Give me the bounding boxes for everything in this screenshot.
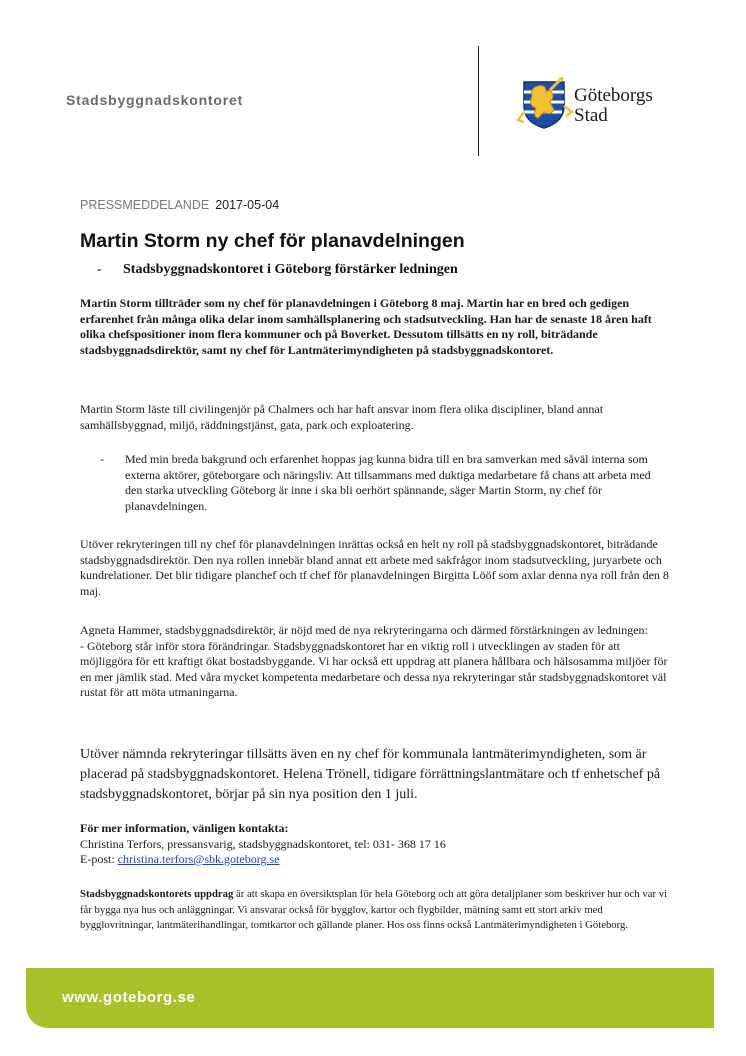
director-paragraph — [80, 623, 670, 701]
about-body: är att skapa en översiktsplan för hela Göteborg och att göra detaljplaner som beskriver hur och var vi får bygga nya hus och anläggningar. Vi ansvarar också för bygglov, kartor och flygbilder, mätning samt ett stort arkiv med bygglovritningar, lantmäterihandlingar, tomtkartor och gällande planer. Hos oss finns också Lantmäterimyndigheten i Göteborg. — [80, 888, 668, 931]
about-bold: Stadsbyggnadskontorets uppdrag — [80, 888, 234, 900]
logo-wordmark — [574, 86, 653, 126]
document-type: PRESSMEDDELANDE — [80, 198, 210, 212]
about-text — [80, 887, 670, 934]
press-meta — [80, 198, 279, 212]
director-quote: - Göteborg står inför stora förändringar. Stadsbyggnadskontoret har en viktig roll i utvecklingen av staden för att möjliggöra för ett kraftigt ökat bostadsbyggande. Vi har också ett uppdrag att planera hållbara och hälsosamma miljöer för en mer jämlik stad. Med våra mycket kompetenta medarbetare och dessa nya rekryteringar står stadsbyggnadskontoret väl rustat för att möta utmaningarna. — [80, 638, 668, 699]
header-divider — [478, 46, 479, 156]
quote-text: Med min breda bakgrund och erfarenhet hoppas jag kunna bidra till en bra samverkan med såväl interna som externa aktörer, göteborgare och näringsliv. Att tillsammans med duktiga medarbetare få chans att arbeta med den starka utveckling Göteborg är inne i ska bli oerhört spännande, säger Martin Storm, ny chef för planavdelningen. — [125, 452, 651, 513]
department-name: Stadsbyggnadskontoret — [66, 92, 244, 108]
quote-block — [100, 452, 670, 514]
email-label: E-post: — [80, 852, 115, 866]
footer-url[interactable]: www.goteborg.se — [62, 989, 196, 1006]
subheadline-text: Stadsbyggnadskontoret i Göteborg förstärker ledningen — [123, 262, 458, 277]
contact-email-line — [80, 852, 670, 868]
quote-dash: - — [100, 452, 104, 466]
subheadline-dash: - — [97, 262, 102, 277]
lead-text: Martin Storm tillträder som ny chef för planavdelningen i Göteborg 8 maj. Martin har en bred och gedigen erfarenhet från många olika delar inom samhällsplanering och stadsutveckling. Han har de senaste 18 åren haft olika chefspositioner inom flera kommuner och på Boverket. Dessutom tillsätts en ny roll, biträdande stadsbyggnadsdirektör, samt ny chef för Lantmäterimyndigheten på stadsbyggnadskontoret. — [80, 296, 652, 357]
about-paragraph — [80, 887, 670, 934]
lead-paragraph — [80, 296, 670, 358]
lantmateri-paragraph — [80, 745, 670, 805]
contact-block — [80, 821, 670, 868]
goteborg-lion-shield-icon — [516, 76, 576, 130]
subheadline — [97, 262, 458, 278]
role-paragraph — [80, 537, 670, 599]
lantmateri-text: Utöver nämnda rekryteringar tillsätts även en ny chef för kommunala lantmäterimyndigheten, som är placerad på stadsbyggnadskontoret. Helena Trönell, tidigare förrättningslantmätare och tf enhetschef på stadsbyggnadskontoret, börjar på sin nya position den 1 juli. — [80, 747, 661, 802]
role-text: Utöver rekryteringen till ny chef för planavdelningen inrättas också en helt ny roll på stadsbyggnadskontoret, biträdande stadsbyggnadsdirektör. Den nya rollen innebär bland annat ett arbete med sakfrågor inom stadsutveckling, juryarbete och kundrelationer. Det blir tidigare planchef och tf chef för planavdelningen Birgitta Lööf som axlar denna nya roll från den 8 maj. — [80, 537, 669, 598]
email-link[interactable]: christina.terfors@sbk.goteborg.se — [117, 852, 280, 866]
education-paragraph — [80, 402, 670, 433]
contact-person: Christina Terfors, pressansvarig, stadsbyggnadskontoret, tel: 031- 368 17 16 — [80, 836, 446, 851]
document-date: 2017-05-04 — [215, 198, 280, 212]
logo-line-2: Stad — [574, 105, 608, 126]
education-text: Martin Storm läste till civilingenjör på Chalmers och har haft ansvar inom flera olika discipliner, bland annat samhällsbyggnad, miljö, räddningstjänst, gata, park och exploatering. — [80, 402, 604, 432]
page-title: Martin Storm ny chef för planavdelningen — [80, 230, 465, 252]
contact-heading: För mer information, vänligen kontakta: — [80, 821, 289, 835]
director-intro: Agneta Hammer, stadsbyggnadsdirektör, är nöjd med de nya rekryteringarna och därmed förstärkningen av ledningen: — [80, 623, 648, 637]
logo-line-1: Göteborgs — [574, 85, 653, 106]
